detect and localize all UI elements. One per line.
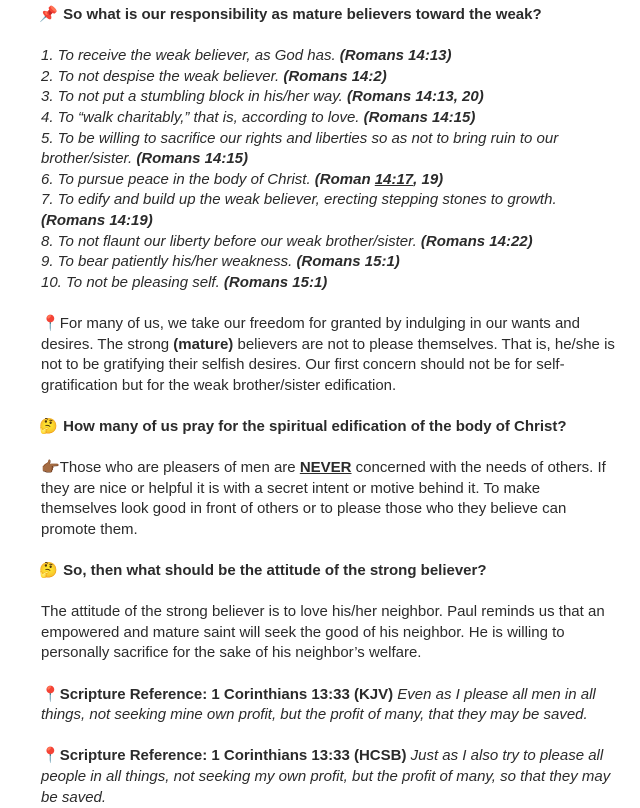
scripture-ref: (Romans 14:15) [136, 150, 249, 168]
pushpin-icon: 📌 [39, 6, 58, 23]
heading-text: How many of us pray for the spiritual edification of the body of Christ? [63, 417, 567, 435]
scripture-quote: Just as I also try to please all people in all things, not seeking my own profit, but the profit of many, so that they may be saved. [41, 747, 611, 806]
pointing-right-icon: 👉🏾 [41, 459, 60, 477]
round-pushpin-icon: 📍 [41, 747, 60, 765]
scripture-quote: Even as I please all men in all things, not seeking mine own profit, but the profit of many, that they may be saved. [41, 685, 596, 724]
scripture-ref: (Romans 14:15) [363, 108, 476, 126]
list-item: 1. To receive the weak believer, as God has. (Romans 14:13) [41, 47, 452, 65]
list-item: 5. To be willing to sacrifice our rights and liberties so as not to bring ruin to our brother/sister. (Romans 14:15) [41, 129, 559, 168]
emphasis-never: NEVER [299, 459, 352, 477]
list-item: 6. To pursue peace in the body of Christ. (Roman 14:17, 19) [41, 170, 444, 188]
thinking-face-icon: 🤔 [39, 417, 58, 435]
scripture-link[interactable]: 14:17 [374, 170, 414, 188]
question-heading-attitude [39, 561, 620, 582]
scripture-ref: (Roman 14:17, 19) [314, 170, 444, 188]
scripture-label: Scripture Reference: 1 Corinthians 13:33 (KJV) [59, 685, 394, 703]
list-item: 4. To “walk charitably,” that is, according to love. (Romans 14:15) [41, 108, 476, 126]
paragraph-pleasers: 👉🏾Those who are pleasers of men are NEVER concerned with the needs of others. If they are nice or helpful it is with a secret intent or motive behind it. To make themselves look good in front of others or to please those who they believe can promote them. [41, 459, 606, 538]
scripture-ref: (Romans 14:13) [339, 47, 452, 65]
list-item: 7. To edify and build up the weak believer, erecting stepping stones to growth. (Romans 14:19) [41, 191, 557, 229]
scripture-reference-hcsb [41, 746, 620, 808]
list-item: 10. To not be pleasing self. (Romans 15:1) [41, 273, 328, 291]
question-heading-pray [39, 417, 620, 438]
heading-text: So what is our responsibility as mature believers toward the weak? [63, 6, 542, 23]
scripture-label: Scripture Reference: 1 Corinthians 13:33 (HCSB) [59, 747, 407, 765]
paragraph-attitude: The attitude of the strong believer is to love his/her neighbor. Paul reminds us that an empowered and mature saint will seek the good of his neighbor. He is willing to personally sacrifice for the sake of his neighbor’s welfare. [41, 603, 605, 662]
scripture-ref: (Romans 14:22) [420, 232, 533, 250]
list-item: 2. To not despise the weak believer. (Romans 14:2) [41, 67, 387, 85]
heading-text: So, then what should be the attitude of the strong believer? [63, 562, 487, 580]
list-item: 8. To not flaunt our liberty before our weak brother/sister. (Romans 14:22) [41, 232, 533, 250]
question-heading-responsibility [39, 5, 620, 26]
scripture-ref: (Romans 14:2) [283, 67, 387, 85]
scripture-ref: (Romans 15:1) [296, 253, 400, 271]
scripture-reference-kjv [41, 685, 620, 726]
list-item: 9. To bear patiently his/her weakness. (Romans 15:1) [41, 253, 400, 271]
responsibility-list [41, 46, 620, 293]
round-pushpin-icon: 📍 [41, 685, 60, 703]
thinking-face-icon: 🤔 [39, 562, 58, 580]
round-pushpin-icon: 📍 [41, 314, 60, 332]
paragraph-freedom: 📍For many of us, we take our freedom for granted by indulging in our wants and desires. The strong (mature) believers are not to please themselves. That is, he/she is not to be gratifying their selfish desires. Our first concern should not be for self-gratification but for the weak brother/sister edification. [41, 314, 615, 394]
scripture-ref: (Romans 14:19) [41, 211, 153, 229]
scripture-ref: (Romans 15:1) [223, 273, 328, 291]
list-item: 3. To not put a stumbling block in his/her way. (Romans 14:13, 20) [41, 88, 484, 106]
scripture-ref: (Romans 14:13, 20) [347, 88, 484, 106]
